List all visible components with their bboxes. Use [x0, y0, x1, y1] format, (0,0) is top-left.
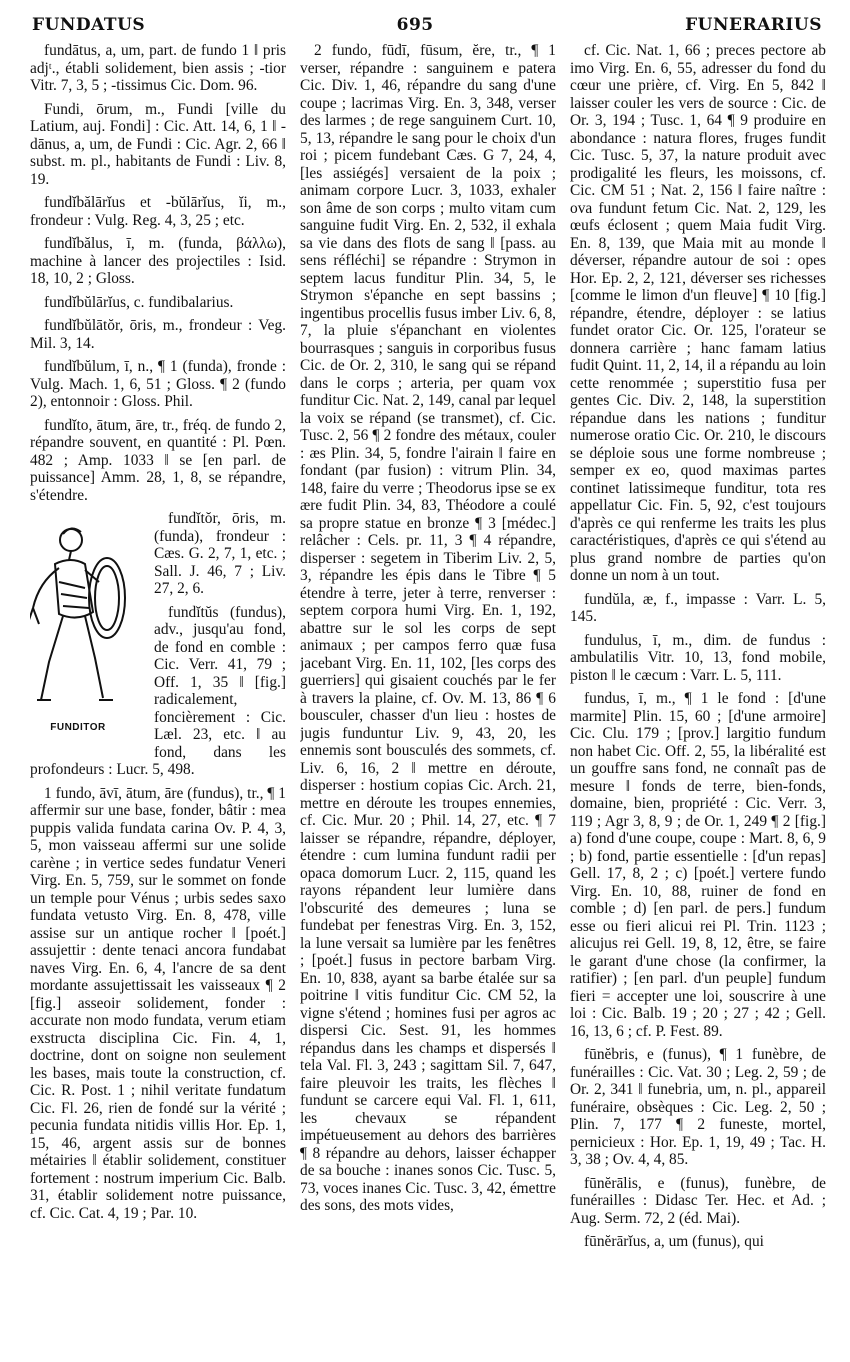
column-2 [300, 42, 556, 1354]
entry-fundi: Fundi, ōrum, m., Fundi [ville du Latium, auj. Fondi] : Cic. Att. 14, 6, 1 ‖ -dānus, a, um, de Fundi : Cic. Agr. 2, 66 ‖ subst. m. pl., habitants de Fundi : Liv. 8, 19. [30, 100, 286, 188]
entry-fundibulator: fundĭbŭlātŏr, ōris, m., frondeur : Veg. Mil. 3, 14. [30, 317, 286, 352]
entry-fundatus: fundātus, a, um, part. de fundo 1 ‖ pris adjᵗ., établi solidement, bien assis ; -tior Vitr. 7, 3, 5 ; -tissimus Cic. Dom. 96. [30, 42, 286, 94]
column-1 [30, 42, 286, 1354]
dictionary-columns [30, 42, 826, 1354]
entry-fundibulum: fundĭbŭlum, ī, n., ¶ 1 (funda), fronde : Vulg. Mach. 1, 6, 51 ; Gloss. ¶ 2 (fundo 2), entonnoir : Gloss. Phil. [30, 358, 286, 410]
entry-funeralis: fūnĕrālis, e (funus), funèbre, de funérailles : Didasc Ter. Hec. et Ad. ; Aug. Serm. 72, 2 (éd. Mai). [570, 1174, 826, 1227]
figure-caption: FUNDITOR [50, 722, 106, 733]
page-number: 695 [396, 15, 434, 35]
column-3 [570, 42, 826, 1354]
entry-funditor: fundĭtŏr, ōris, m. (funda), frondeur : Cæs. G. 2, 7, 1, etc. ; Sall. J. 46, 7 ; Liv. 27, 2, 6. [154, 510, 286, 597]
entry-fundo-2-continued: cf. Cic. Nat. 1, 66 ; preces pectore ab imo Virg. En. 6, 55, adresser du fond du cœur une prière, cf. Virg. En 5, 842 ‖ laisser couler les vers de source : Cic. de Or. 3, 194 ; Tusc. 1, 64 ¶ 9 produire en abondance : natura flores, fruges fundit Cic. Tusc. 5, 37, la nature produit avec prodigalité les fleurs, les moissons, cf. Cic. CM 51 ; Nat. 2, 156 ‖ faire naître : ova fundunt fetum Cic. Nat. 2, 129, les œufs éclosent ; quem Maia fudit Virg. En. 8, 139, que Maia mit au monde ‖ déverser, répandre autour de soi : opes Hor. Ep. 2, 2, 121, déverser ses richesses [comme le limon d'un fleuve] ¶ 10 [fig.] répandre, étendre, déployer : se latius fundet orator Cic. Or. 125, l'orateur se donnera carrière ; hanc famam latius fudit Quint. 11, 2, 14, il a répandu au loin cette renommée ; superstitio fusa per gentes Cic. Div. 2, 148, la superstition répandue dans les nations ; funditur numerose oratio Cic. Or. 210, le discours se déploie sous une forme nombreuse ; semper ex eo, quod maximas partes continet latissimeque funditur, tota res appellatur Cic. Fin. 5, 92, c'est toujours d'après ce qui renferme les traits les plus caractéristiques, d'après ce qui s'étend au plus grand nombre de parties qu'on donne un nom à un tout. [570, 42, 826, 584]
funditor-illustration [30, 512, 144, 744]
entry-funerarius: fūnĕrārĭus, a, um (funus), qui [584, 1233, 764, 1250]
entry-fundibularius: fundĭbŭlārĭus, c. fundibalarius. [44, 293, 234, 311]
entry-fundibalus: fundĭbălus, ī, m. (funda, βάλλω), machine à lancer des projectiles : Isid. 18, 10, 2 ; Gloss. [30, 235, 286, 287]
entry-fundulus: fundulus, ī, m., dim. de fundus : ambulatilis Vitr. 10, 13, fond mobile, piston ‖ le cæcum : Varr. L. 5, 111. [570, 631, 826, 684]
header-left-guide-word: FUNDATUS [32, 15, 146, 35]
entry-fundo-2: 2 fundo, fūdī, fūsum, ĕre, tr., ¶ 1 verser, répandre : sanguinem e patera Cic. Div. 1, 46, répandre du sang d'une coupe ; lacrimas Virg. En. 3, 348, verser des larmes ; de rege sanguinem Curt. 10, 5, 13, répandre le sang pour le choix d'un roi ; picem fundebant Cæs. G 7, 24, 4, [les assiégés] versaient de la poix ; animam corpore Lucr. 3, 1033, exhaler son âme de son corps ; multo vitam cum sanguine fudit Virg. En. 2, 532, il exhala sa vie dans des flots de sang ‖ [pass. au sens réfléchi] se répandre : Strymon in septem lacus funditur Plin. 34, 5, le Strymon s'épanche en sept bassins ; ingentibus procellis fusus imber Liv. 6, 8, 7, la pluie s'épanchant en violentes bourrasques ; sanguis in corporibus fusus Cic. de Or. 2, 310, le sang qui se répand dans le corps ; arteria, per quam vox funditur Cic. Nat. 2, 149, canal par lequel la voix se répand (se transmet), cf. Cic. Tusc. 2, 56 ¶ 2 fondre des métaux, couler : æs Plin. 34, 5, fondre l'airain ‖ faire en fondant (par fusion) : vitrum Plin. 34, 148, faire du verre ; Theodorus ipse se ex ære fudit Plin. 34, 83, Théodore a coulé sa propre statue en bronze ¶ 3 [médec.] relâcher : Cels. pr. 11, 3 ¶ 4 répandre, disperser : segetem in Tiberim Liv. 2, 5, 3, répandre les épis dans le Tibre ¶ 5 étendre à terre, jeter à terre, renverser : septem corpora humi Virg. En. 1, 192, abattre sur le sol les corps de sept animaux ; per campos ferro quæ fusa jacebant Virg. En. 11, 102, [les corps des guerriers] qui gisaient couchés par le fer à travers la plaine, cf. Ov. M. 13, 86 ¶ 6 bousculer, chasser d'un lieu : hostes de jugis funduntur Liv. 9, 43, 20, les ennemis sont bousculés des sommets, cf. Liv. 6, 16, 2 ‖ mettre en déroute, disperser : hostium copias Cic. Arch. 21, mettre en déroute les troupes ennemies, cf. Cic. Mur. 20 ; Phil. 14, 27, etc. ¶ 7 laisser se répandre, répandre, déployer, étendre : cum lumina fundunt radii per opaca domorum Lucr. 2, 115, quand les rayons répandent leur lumière dans l'obscurité des demeures ; luna se fundebat per fenestras Virg. En. 3, 152, la lune versait sa lumière par les fenêtres ; [poét.] fusus in pectore barbam Virg. En. 10, 838, ayant sa barbe étalée sur sa poitrine ‖ vitis funditur Cic. CM 52, la vigne s'étend ; homines fusi per agros ac dispersi Cic. Sest. 91, les hommes répandus dans les champs et dispersés ‖ tela Val. Fl. 3, 243 ; sagittam Sil. 7, 647, faire pleuvoir les traits, les flèches ‖ fundunt se carcere equi Val. Fl. 1, 611, les chevaux se répandent impétueusement au dehors des barrières ¶ 8 répandre au dehors, laisser échapper de sa bouche : inanes sonos Cic. Tusc. 5, 73, voces inanes Cic. Tusc. 3, 42, émettre des sons, des mots vides, [300, 42, 556, 1214]
entry-funebris: fūnĕbris, e (funus), ¶ 1 funèbre, de funérailles : Cic. Vat. 30 ; Leg. 2, 59 ; de Or. 2, 341 ‖ funebria, um, n. pl., appareil funéraire, obsèques : Cic. Leg. 2, 50 ; Plin. 7, 177 ¶ 2 funeste, mortel, pernicieux : Hor. Ep. 1, 19, 49 ; Tac. H. 3, 38 ; Ov. 4, 4, 85. [570, 1046, 826, 1168]
entry-fundus: fundus, ī, m., ¶ 1 le fond : [d'une marmite] Plin. 15, 60 ; [d'une armoire] Cic. Clu. 179 ; [prov.] largitio fundum non habet Cic. Off. 2, 55, la libéralité est un gouffre sans fond, ne connaît pas de mesure ‖ fonds de terre, bien-fonds, domaine, bien, propriété : Cic. Verr. 3, 119 ; Agr 3, 8, 9 ; de Or. 1, 249 ¶ 2 [fig.] a) fond d'une coupe, coupe : Mart. 8, 6, 9 ; b) fond, partie essentielle : [d'un repas] Gell. 17, 8, 2 ; c) [poét.] vertere fundo Virg. En. 10, 88, ruiner de fond en comble ; d) [en parl. de pers.] fundum esse ou fieri alicui rei Pl. Trin. 1123 ; alicujus rei Gell. 19, 8, 12, être, se faire le garant d'une chose (la confirmer, la ratifier) ; [en parl. d'un peuple] fundum fieri = accepter une loi, souscrire à une loi : Cic. Balb. 19 ; 20 ; 27 ; 42 ; Gell. 16, 13, 6 ; cf. P. Fest. 89. [570, 690, 826, 1040]
slinger-figure-drawing [30, 512, 137, 717]
entry-fundibalarius: fundĭbălārĭus et -bŭlārĭus, ĭi, m., frondeur : Vulg. Reg. 4, 3, 25 ; etc. [30, 194, 286, 229]
page-header [32, 12, 822, 38]
entry-funditus: fundĭtŭs (fundus), adv., jusqu'au fond, de fond en comble : Cic. Verr. 41, 79 ; Off. 1, 35 ‖ [fig.] radicalement, foncièrement : Cic. Læl. 23, etc. ‖ au fond, dans les profondeurs : Lucr. 5, 498. [30, 603, 286, 778]
entry-fundula: fundŭla, æ, f., impasse : Varr. L. 5, 145. [570, 590, 826, 625]
entry-fundo-1: 1 fundo, āvī, ātum, āre (fundus), tr., ¶ 1 affermir sur une base, fonder, bâtir : mea puppis valida fundata carina Ov. P. 4, 3, 5, mon vaisseau affermi sur une solide carène ; in vertice sedes fundatur Veneri Virg. En. 5, 759, sur le sommet on fonde un temple pour Vénus ; urbis sedes saxo fundata vetusto Virg. En. 8, 478, ville assise sur un antique rocher ‖ [poét.] assujettir : dente tenaci ancora fundabat naves Virg. En. 6, 4, l'ancre de sa dent mordante assujettissait les vaisseaux ¶ 2 [fig.] asseoir solidement, fonder : accurate non modo fundata, verum etiam exstructa disciplina Cic. Fin. 4, 1, doctrine, dont on soigne non seulement les bases, mais toute la construction, cf. Cic. R. Post. 1 ; nihil veritate fundatum Cic. Fl. 26, rien de fondé sur la vérité ; pecunia fundata nitidis villis Hor. Ep. 1, 15, 46, argent assis sur de bonnes métairies ‖ établir solidement, constituer fortement : nostrum imperium Cic. Balb. 31, établir solidement notre puissance, cf. Cic. Cat. 4, 19 ; Par. 10. [30, 784, 286, 1222]
entry-fundito: fundĭto, ātum, āre, tr., fréq. de fundo 2, répandre souvent, en quantité : Pl. Pœn. 482 ; Amp. 1033 ‖ se [en parl. de puissance] Amm. 28, 1, 8, se répandre, s'étendre. [30, 416, 286, 504]
header-right-guide-word: FUNERARIUS [685, 15, 822, 35]
